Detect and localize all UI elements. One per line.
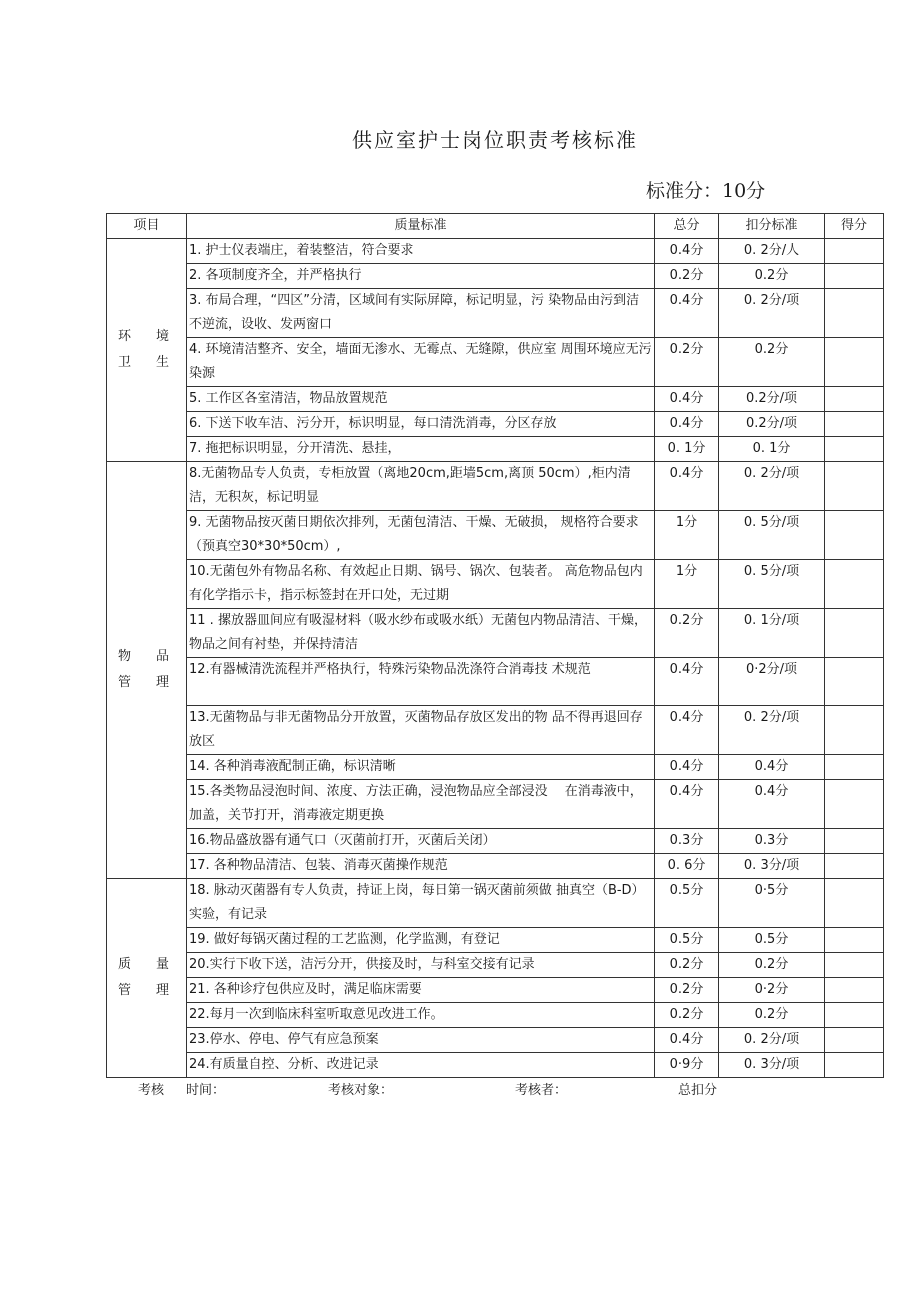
score-cell[interactable] [825, 412, 884, 437]
table-row [107, 338, 884, 387]
score-cell[interactable] [825, 1028, 884, 1053]
criterion-cell: 11 . 摞放器皿间应有吸湿材料（吸水纱布或吸水纸）无菌包内物品清洁、干燥，物品之间有衬垫，并保持清洁 [187, 609, 655, 658]
total-cell: 1分 [655, 511, 719, 560]
score-cell[interactable] [825, 609, 884, 658]
deduction-cell: 0. 3分/项 [719, 1053, 825, 1078]
footer-total-deduction: 总扣分 [678, 1083, 718, 1098]
score-cell[interactable] [825, 264, 884, 289]
total-cell: 0.2分 [655, 264, 719, 289]
score-cell[interactable] [825, 879, 884, 928]
table-row [107, 780, 884, 829]
total-cell: 0.4分 [655, 412, 719, 437]
criterion-cell: 18. 脉动灭菌器有专人负责，持证上岗，每日第一锅灭菌前须做 抽真空（B-D）实验，有记录 [187, 879, 655, 928]
score-cell[interactable] [825, 511, 884, 560]
header-score: 得分 [825, 214, 884, 239]
total-cell: 0.2分 [655, 953, 719, 978]
total-cell: 0.4分 [655, 755, 719, 780]
table-row [107, 755, 884, 780]
criterion-cell: 1. 护士仪表端庄，着装整洁，符合要求 [187, 239, 655, 264]
score-cell[interactable] [825, 755, 884, 780]
total-cell: 0.5分 [655, 928, 719, 953]
table-row [107, 1053, 884, 1078]
table-row [107, 658, 884, 706]
deduction-cell: 0. 3分/项 [719, 854, 825, 879]
deduction-cell: 0. 5分/项 [719, 511, 825, 560]
score-cell[interactable] [825, 338, 884, 387]
criterion-cell: 9. 无菌物品按灭菌日期依次排列，无菌包清洁、干燥、无破损， 规格符合要求（预真空30*30*50cm）, [187, 511, 655, 560]
score-cell[interactable] [825, 928, 884, 953]
category-cell: 环 境 卫 生 [107, 239, 187, 462]
category-cell: 物 品 管 理 [107, 462, 187, 879]
total-cell: 0.4分 [655, 658, 719, 706]
criterion-cell: 19. 做好每锅灭菌过程的工艺监测，化学监测，有登记 [187, 928, 655, 953]
table-row [107, 289, 884, 338]
score-cell[interactable] [825, 780, 884, 829]
table-row [107, 706, 884, 755]
table-row [107, 1028, 884, 1053]
deduction-cell: 0. 2分/项 [719, 1028, 825, 1053]
criterion-cell: 15.各类物品浸泡时间、浓度、方法正确，浸泡物品应全部浸没 在消毒液中，加盖，关节打开，消毒液定期更换 [187, 780, 655, 829]
total-cell: 0·9分 [655, 1053, 719, 1078]
table-row [107, 953, 884, 978]
score-cell[interactable] [825, 953, 884, 978]
deduction-cell: 0·2分/项 [719, 658, 825, 706]
deduction-cell: 0·5分 [719, 879, 825, 928]
criterion-cell: 7. 拖把标识明显，分开清洗、悬挂， [187, 437, 655, 462]
deduction-cell: 0. 1分/项 [719, 609, 825, 658]
deduction-cell: 0.4分 [719, 755, 825, 780]
criterion-cell: 20.实行下收下送，洁污分开，供接及时，与科室交接有记录 [187, 953, 655, 978]
standard-score: 标准分：10分 [646, 180, 766, 202]
deduction-cell: 0. 5分/项 [719, 560, 825, 609]
deduction-cell: 0.2分/项 [719, 387, 825, 412]
score-cell[interactable] [825, 658, 884, 706]
criterion-cell: 6. 下送下收车洁、污分开，标识明显，每口清洗消毒，分区存放 [187, 412, 655, 437]
score-cell[interactable] [825, 387, 884, 412]
category-cell: 质 量 管 理 [107, 879, 187, 1078]
score-cell[interactable] [825, 239, 884, 264]
deduction-cell: 0. 2分/项 [719, 462, 825, 511]
score-cell[interactable] [825, 560, 884, 609]
table-row [107, 854, 884, 879]
deduction-cell: 0.4分 [719, 780, 825, 829]
score-cell[interactable] [825, 1053, 884, 1078]
criterion-cell: 4. 环境清洁整齐、安全，墙面无渗水、无霉点、无缝隙，供应室 周围环境应无污染源 [187, 338, 655, 387]
deduction-cell: 0.5分 [719, 928, 825, 953]
score-cell[interactable] [825, 462, 884, 511]
score-cell[interactable] [825, 1003, 884, 1028]
total-cell: 0.4分 [655, 462, 719, 511]
criterion-cell: 24.有质量自控、分析、改进记录 [187, 1053, 655, 1078]
footer-time: 时间： [186, 1083, 226, 1098]
total-cell: 0.4分 [655, 1028, 719, 1053]
criterion-cell: 21. 各种诊疗包供应及时，满足临床需要 [187, 978, 655, 1003]
table-row [107, 239, 884, 264]
total-cell: 1分 [655, 560, 719, 609]
table-row [107, 1003, 884, 1028]
table-row [107, 560, 884, 609]
deduction-cell: 0.2分/项 [719, 412, 825, 437]
score-cell[interactable] [825, 706, 884, 755]
score-cell[interactable] [825, 829, 884, 854]
table-row [107, 264, 884, 289]
deduction-cell: 0. 1分 [719, 437, 825, 462]
total-cell: 0.4分 [655, 387, 719, 412]
page-title: 供应室护士岗位职责考核标准 [352, 128, 638, 152]
deduction-cell: 0·2分 [719, 978, 825, 1003]
table-row [107, 609, 884, 658]
footer-assessor: 考核者： [515, 1083, 568, 1098]
total-cell: 0.2分 [655, 338, 719, 387]
table-row [107, 462, 884, 511]
footer-label: 考核 [138, 1083, 165, 1098]
criterion-cell: 13.无菌物品与非无菌物品分开放置，灭菌物品存放区发出的物 品不得再退回存放区 [187, 706, 655, 755]
deduction-cell: 0.3分 [719, 829, 825, 854]
deduction-cell: 0. 2分/项 [719, 289, 825, 338]
header-deduction: 扣分标准 [719, 214, 825, 239]
score-cell[interactable] [825, 289, 884, 338]
table-header-row [107, 214, 884, 239]
total-cell: 0.4分 [655, 706, 719, 755]
total-cell: 0.3分 [655, 829, 719, 854]
deduction-cell: 0. 2分/项 [719, 706, 825, 755]
header-quality-standard: 质量标准 [187, 214, 655, 239]
total-cell: 0.4分 [655, 780, 719, 829]
criterion-cell: 22.每月一次到临床科室听取意见改进工作。 [187, 1003, 655, 1028]
table-row [107, 978, 884, 1003]
score-cell[interactable] [825, 437, 884, 462]
table-row [107, 387, 884, 412]
total-cell: 0.4分 [655, 239, 719, 264]
total-cell: 0.2分 [655, 609, 719, 658]
total-cell: 0.2分 [655, 978, 719, 1003]
table-row [107, 829, 884, 854]
header-total: 总分 [655, 214, 719, 239]
table-row [107, 437, 884, 462]
deduction-cell: 0. 2分/人 [719, 239, 825, 264]
total-cell: 0.2分 [655, 1003, 719, 1028]
criterion-cell: 2. 各项制度齐全，并严格执行 [187, 264, 655, 289]
table-row [107, 412, 884, 437]
header-item: 项目 [107, 214, 187, 239]
total-cell: 0. 6分 [655, 854, 719, 879]
table-row [107, 879, 884, 928]
total-cell: 0. 1分 [655, 437, 719, 462]
criterion-cell: 14. 各种消毒液配制正确，标识清晰 [187, 755, 655, 780]
criterion-cell: 3. 布局合理，“四区”分清，区域间有实际屏障，标记明显，污 染物品由污到洁不逆流，设收、发两窗口 [187, 289, 655, 338]
deduction-cell: 0.2分 [719, 264, 825, 289]
criterion-cell: 16.物品盛放器有通气口（灭菌前打开，灭菌后关闭） [187, 829, 655, 854]
criterion-cell: 23.停水、停电、停气有应急预案 [187, 1028, 655, 1053]
total-cell: 0.4分 [655, 289, 719, 338]
deduction-cell: 0.2分 [719, 1003, 825, 1028]
footer-target: 考核对象： [328, 1083, 394, 1098]
deduction-cell: 0.2分 [719, 953, 825, 978]
table-row [107, 928, 884, 953]
score-cell[interactable] [825, 978, 884, 1003]
assessment-table [106, 213, 884, 1078]
criterion-cell: 12.有器械清洗流程并严格执行，特殊污染物品洗涤符合消毒技 术规范 [187, 658, 655, 706]
score-cell[interactable] [825, 854, 884, 879]
total-cell: 0.5分 [655, 879, 719, 928]
criterion-cell: 17. 各种物品清洁、包装、消毒灭菌操作规范 [187, 854, 655, 879]
deduction-cell: 0.2分 [719, 338, 825, 387]
criterion-cell: 5. 工作区各室清洁，物品放置规范 [187, 387, 655, 412]
criterion-cell: 10.无菌包外有物品名称、有效起止日期、锅号、锅次、包装者。 高危物品包内有化学指示卡，指示标签封在开口处，无过期 [187, 560, 655, 609]
criterion-cell: 8.无菌物品专人负责，专柜放置（离地20cm,距墙5cm,离顶 50cm）,柜内清洁，无积灰，标记明显 [187, 462, 655, 511]
table-row [107, 511, 884, 560]
